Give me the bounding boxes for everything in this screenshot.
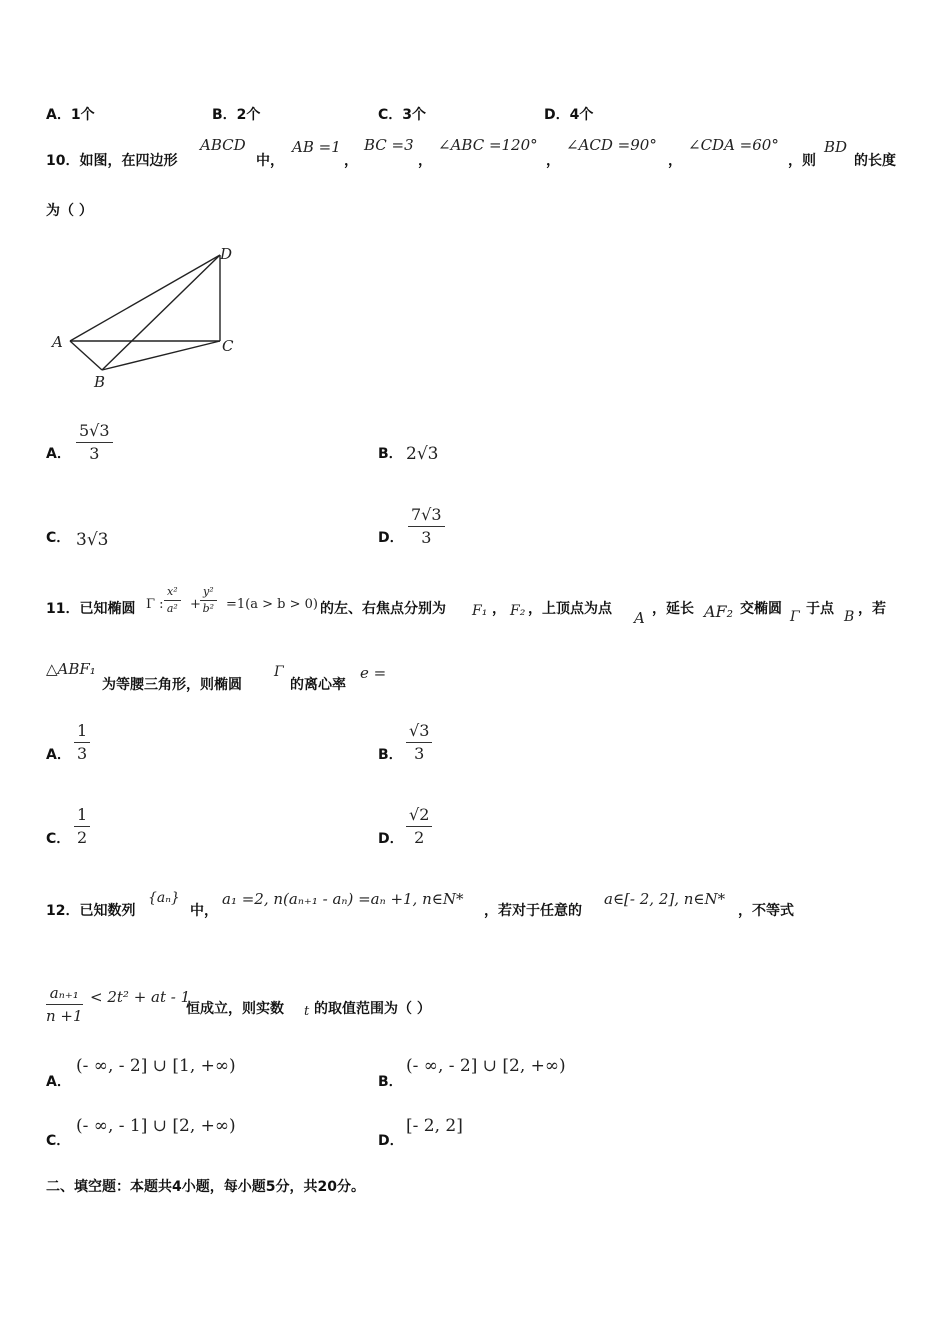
q12-text-3: 恒成立，则实数 xyxy=(186,1001,284,1017)
q11-plus: + xyxy=(190,597,201,612)
q9-option-d: D．4个 xyxy=(544,107,594,123)
figure-label-d: D xyxy=(220,245,233,263)
q11-option-c-value xyxy=(74,804,90,849)
q11-option-c-num: 1 xyxy=(74,804,90,827)
q11-point-a: A xyxy=(634,609,645,627)
q10-comma-1: ， xyxy=(344,153,358,169)
q11-condition: =1(a > b > 0) xyxy=(226,597,318,612)
q10-option-a-value xyxy=(76,420,113,465)
q12-option-d-value: [- 2, 2] xyxy=(406,1116,463,1136)
q10-ze: ，则 xyxy=(788,153,816,169)
q11-text-7: 为等腰三角形，则椭圆 xyxy=(102,677,242,693)
q11-text-2: ，上顶点为点 xyxy=(528,601,612,617)
q12-text-4: 的取值范围为（ ） xyxy=(314,1001,431,1017)
q12-option-b-label: B． xyxy=(378,1074,403,1090)
q12-option-c-label: C． xyxy=(46,1133,71,1149)
q11-frac-x-den: a² xyxy=(166,602,178,615)
q12-ineq-den: n +1 xyxy=(46,1007,83,1025)
q11-option-b-den: 3 xyxy=(414,744,425,763)
q10-cond-acd: ∠ACD =90° xyxy=(566,136,657,154)
q11-f2: F₂ xyxy=(510,603,526,619)
q11-option-c-den: 2 xyxy=(77,828,88,847)
q11-f1: F₁ xyxy=(472,603,488,619)
q10-cond-abc: ∠ABC =120° xyxy=(438,136,538,154)
q9-option-b: B．2个 xyxy=(212,107,261,123)
q12-option-b-value: (- ∞, - 2] ∪ [2, +∞) xyxy=(406,1056,566,1076)
section-2-heading: 二、填空题：本题共4小题，每小题5分，共20分。 xyxy=(46,1179,365,1195)
q11-option-a-den: 3 xyxy=(77,744,88,763)
q9-option-a: A．1个 xyxy=(46,107,95,123)
q11-option-b-value xyxy=(406,720,432,765)
q11-text-3: ，延长 xyxy=(652,601,694,617)
q11-frac-y-num: y² xyxy=(200,584,217,601)
q11-option-d-label: D． xyxy=(378,831,404,847)
q12-text-1: ，若对于任意的 xyxy=(484,903,582,919)
q11-text-5: 于点 xyxy=(806,601,834,617)
q10-option-a-label: A． xyxy=(46,446,71,462)
q11-option-a-num: 1 xyxy=(74,720,90,743)
q11-gamma-3: Γ xyxy=(274,664,284,680)
q10-suffix: 的长度 xyxy=(854,153,896,169)
q12-ineq-fraction xyxy=(46,982,83,1027)
q12-ineq-num: aₙ₊₁ xyxy=(46,982,83,1005)
q11-option-a-label: A． xyxy=(46,747,71,763)
q11-gamma-2: Γ xyxy=(790,609,800,625)
figure-label-b: B xyxy=(94,373,106,391)
q10-quad: ABCD xyxy=(200,136,246,154)
q11-triangle: △ABF₁ xyxy=(46,660,96,678)
q11-point-b: B xyxy=(844,609,855,625)
q10-option-d-num: 7√3 xyxy=(408,504,445,527)
q12-option-a-value: (- ∞, - 2] ∪ [1, +∞) xyxy=(76,1056,236,1076)
q11-text-8: 的离心率 xyxy=(290,677,346,693)
figure-label-c: C xyxy=(222,337,234,355)
q10-option-c-value: 3√3 xyxy=(76,530,109,550)
q12-option-d-label: D． xyxy=(378,1133,404,1149)
q12-ineq-rhs: < 2t² + at - 1 xyxy=(90,988,191,1006)
q12-sequence: {aₙ} xyxy=(148,890,180,906)
q10-option-c-label: C． xyxy=(46,530,71,546)
q10-option-d-den: 3 xyxy=(421,528,432,547)
q11-text-4: 交椭圆 xyxy=(740,601,782,617)
q10-cond-bc: BC =3 xyxy=(364,136,414,154)
q11-comma-1: ， xyxy=(492,601,506,617)
q11-option-d-value xyxy=(406,804,432,849)
q10-zhong: 中， xyxy=(256,153,284,169)
q11-text-6: ，若 xyxy=(858,601,886,617)
q11-option-d-den: 2 xyxy=(414,828,425,847)
q10-option-b-value: 2√3 xyxy=(406,444,439,464)
q11-option-b-label: B． xyxy=(378,747,403,763)
q12-zhong: 中， xyxy=(190,903,218,919)
q10-option-a-num: 5√3 xyxy=(76,420,113,443)
q12-option-a-label: A． xyxy=(46,1074,71,1090)
q10-bd: BD xyxy=(824,138,848,156)
q11-text-1: 的左、右焦点分别为 xyxy=(320,601,446,617)
q11-frac-y-den: b² xyxy=(202,602,215,615)
q12-text-2: ，不等式 xyxy=(738,903,794,919)
q12-option-c-value: (- ∞, - 1] ∪ [2, +∞) xyxy=(76,1116,236,1136)
q10-comma-3: ， xyxy=(546,153,560,169)
q11-option-b-num: √3 xyxy=(406,720,432,743)
q11-prefix: 11．已知椭圆 xyxy=(46,601,136,617)
quadrilateral-figure xyxy=(48,240,248,392)
q11-gamma: Γ : xyxy=(146,597,164,612)
q10-prefix: 10．如图，在四边形 xyxy=(46,153,178,169)
q10-comma-2: ， xyxy=(418,153,432,169)
q10-line2: 为（ ） xyxy=(46,203,93,219)
q11-option-a-value xyxy=(74,720,90,765)
q10-option-a-den: 3 xyxy=(89,444,100,463)
q12-recurrence: a₁ =2, n(aₙ₊₁ - aₙ) =aₙ +1, n∈N* xyxy=(222,890,464,908)
q11-frac-x xyxy=(164,584,181,617)
q11-option-c-label: C． xyxy=(46,831,71,847)
q11-e: e = xyxy=(360,664,387,682)
q10-comma-4: ， xyxy=(668,153,682,169)
figure-label-a: A xyxy=(52,333,63,351)
q10-cond-cda: ∠CDA =60° xyxy=(688,136,779,154)
q12-t-var: t xyxy=(304,1004,310,1019)
q9-option-c: C．3个 xyxy=(378,107,427,123)
q11-option-d-num: √2 xyxy=(406,804,432,827)
q12-range: a∈[- 2, 2], n∈N* xyxy=(604,890,726,908)
q11-frac-x-num: x² xyxy=(164,584,181,601)
q12-prefix: 12．已知数列 xyxy=(46,903,136,919)
q10-option-d-value xyxy=(408,504,445,549)
q11-af2: AF₂ xyxy=(704,602,734,621)
q10-option-d-label: D． xyxy=(378,530,404,546)
q10-cond-ab: AB =1 xyxy=(292,138,341,156)
q10-option-b-label: B． xyxy=(378,446,403,462)
q11-frac-y xyxy=(200,584,217,617)
